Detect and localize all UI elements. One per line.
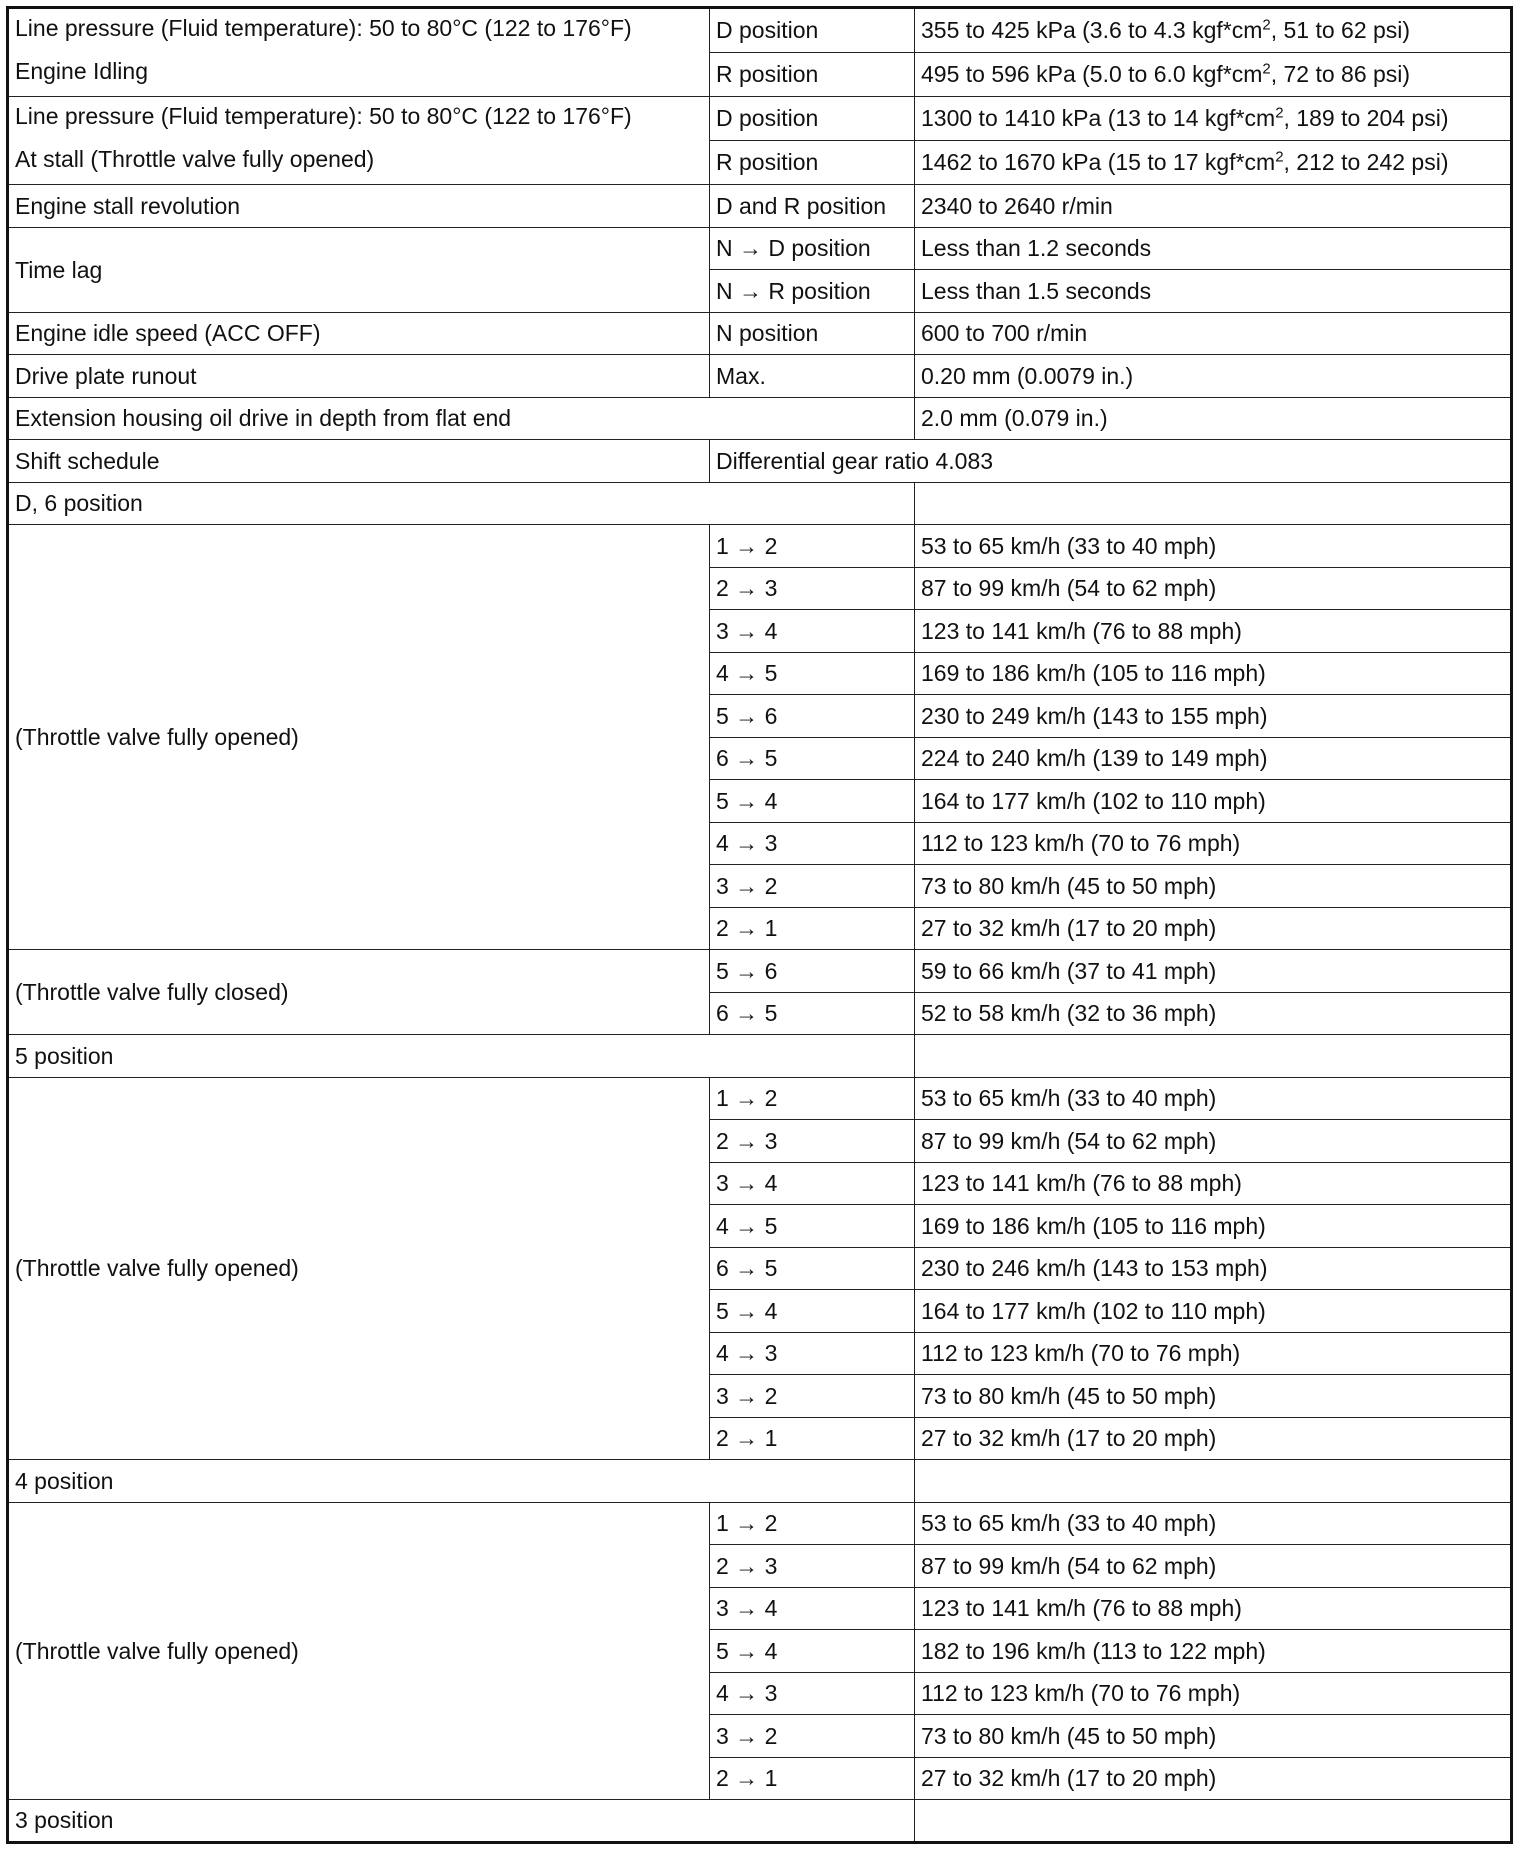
shift-gear-change: 1 → 2	[710, 1502, 915, 1545]
shift-speed-value: 169 to 186 km/h (105 to 116 mph)	[915, 652, 1512, 695]
shift-speed-value: 164 to 177 km/h (102 to 110 mph)	[915, 1290, 1512, 1333]
stall-value: 2340 to 2640 r/min	[915, 185, 1512, 228]
section-heading-d6: D, 6 position	[8, 482, 915, 525]
position-label: R position	[710, 52, 914, 96]
shift-gear-change: 2 → 1	[710, 907, 915, 950]
position-label: D position	[716, 105, 819, 131]
section-heading-3: 3 position	[8, 1800, 915, 1843]
shift-gear-change: 1 → 2	[710, 525, 915, 568]
runout-value: 0.20 mm (0.0079 in.)	[915, 355, 1512, 398]
shift-speed-value: 123 to 141 km/h (76 to 88 mph)	[915, 610, 1512, 653]
shift-speed-value: 27 to 32 km/h (17 to 20 mph)	[915, 1757, 1512, 1800]
shift-speed-value: 123 to 141 km/h (76 to 88 mph)	[915, 1162, 1512, 1205]
shift-gear-change: 5 → 4	[710, 1290, 915, 1333]
line-pressure-stall-positions	[710, 97, 915, 185]
runout-label: Drive plate runout	[8, 355, 710, 398]
shift-gear-change: 1 → 2	[710, 1077, 915, 1120]
shift-gear-change: 2 → 3	[710, 1545, 915, 1588]
shift-speed-value: 87 to 99 km/h (54 to 62 mph)	[915, 1120, 1512, 1163]
table-row	[8, 1077, 1512, 1120]
shift-gear-change: 3 → 4	[710, 1162, 915, 1205]
runout-position: Max.	[710, 355, 915, 398]
shift-speed-value: 230 to 249 km/h (143 to 155 mph)	[915, 695, 1512, 738]
shift-speed-value: 182 to 196 km/h (113 to 122 mph)	[915, 1630, 1512, 1673]
shift-gear-change: 5 → 6	[710, 950, 915, 993]
pressure-value: 495 to 596 kPa (5.0 to 6.0 $kgf*cm^2$, 72 to 86 psi)	[915, 52, 1510, 96]
table-row	[8, 8, 1512, 97]
shift-gear-change: 5 → 4	[710, 780, 915, 823]
pressure-value: 355 to 425 kPa (3.6 to 4.3 $kgf*cm^2$, 51 to 62 psi)	[921, 16, 1411, 43]
shift-speed-value: 59 to 66 km/h (37 to 41 mph)	[915, 950, 1512, 993]
shift-gear-change: 6 → 5	[710, 992, 915, 1035]
shift-speed-value: 27 to 32 km/h (17 to 20 mph)	[915, 1417, 1512, 1460]
section-heading-4: 4 position	[8, 1460, 915, 1503]
stall-position: D and R position	[710, 185, 915, 228]
table-row	[8, 1460, 1512, 1503]
table-row	[8, 950, 1512, 993]
shift-gear-change: 2 → 3	[710, 1120, 915, 1163]
shift-speed-value: 73 to 80 km/h (45 to 50 mph)	[915, 1715, 1512, 1758]
shift-schedule-label: Shift schedule	[8, 440, 710, 483]
time-lag-position: N → D position	[710, 227, 915, 270]
position-label: R position	[710, 140, 914, 184]
pressure-value: 1300 to 1410 kPa (13 to 14 $kgf*cm^2$, 189 to 204 psi)	[921, 104, 1449, 131]
shift-schedule-value: Differential gear ratio 4.083	[710, 440, 1512, 483]
table-row	[8, 440, 1512, 483]
shift-gear-change: 3 → 2	[710, 1715, 915, 1758]
shift-speed-value: 53 to 65 km/h (33 to 40 mph)	[915, 525, 1512, 568]
shift-gear-change: 3 → 2	[710, 865, 915, 908]
shift-speed-value: 53 to 65 km/h (33 to 40 mph)	[915, 1077, 1512, 1120]
shift-gear-change: 4 → 3	[710, 1672, 915, 1715]
table-row	[8, 1800, 1512, 1843]
time-lag-value: Less than 1.2 seconds	[915, 227, 1512, 270]
table-row	[8, 185, 1512, 228]
shift-speed-value: 52 to 58 km/h (32 to 36 mph)	[915, 992, 1512, 1035]
shift-gear-change: 4 → 5	[710, 652, 915, 695]
shift-speed-value: 73 to 80 km/h (45 to 50 mph)	[915, 1375, 1512, 1418]
pressure-value: 1462 to 1670 kPa (15 to 17 $kgf*cm^2$, 212 to 242 psi)	[915, 140, 1510, 184]
section-heading-5: 5 position	[8, 1035, 915, 1078]
position-label: D position	[716, 17, 819, 43]
throttle-condition-label: (Throttle valve fully opened)	[8, 525, 710, 950]
shift-gear-change: 2 → 1	[710, 1417, 915, 1460]
idle-label: Engine idle speed (ACC OFF)	[8, 312, 710, 355]
line-pressure-idling-values	[915, 8, 1512, 97]
shift-speed-value: 112 to 123 km/h (70 to 76 mph)	[915, 1672, 1512, 1715]
time-lag-label: Time lag	[8, 227, 710, 312]
table-row	[8, 1035, 1512, 1078]
line-pressure-idling-positions	[710, 8, 915, 97]
idle-position: N position	[710, 312, 915, 355]
throttle-condition-label: (Throttle valve fully closed)	[8, 950, 710, 1035]
shift-gear-change: 5 → 6	[710, 695, 915, 738]
extension-label: Extension housing oil drive in depth from flat end	[8, 397, 915, 440]
shift-gear-change: 6 → 5	[710, 737, 915, 780]
time-lag-value: Less than 1.5 seconds	[915, 270, 1512, 313]
shift-gear-change: 4 → 5	[710, 1205, 915, 1248]
shift-gear-change: 3 → 4	[710, 1587, 915, 1630]
shift-speed-value: 123 to 141 km/h (76 to 88 mph)	[915, 1587, 1512, 1630]
shift-gear-change: 4 → 3	[710, 1332, 915, 1375]
line-pressure-stall-values	[915, 97, 1512, 185]
stall-label: Engine stall revolution	[8, 185, 710, 228]
shift-speed-value: 224 to 240 km/h (139 to 149 mph)	[915, 737, 1512, 780]
shift-speed-value: 87 to 99 km/h (54 to 62 mph)	[915, 1545, 1512, 1588]
table-row	[8, 1502, 1512, 1545]
shift-speed-value: 53 to 65 km/h (33 to 40 mph)	[915, 1502, 1512, 1545]
table-row	[8, 482, 1512, 525]
table-row	[8, 397, 1512, 440]
shift-gear-change: 4 → 3	[710, 822, 915, 865]
table-row	[8, 312, 1512, 355]
idle-value: 600 to 700 r/min	[915, 312, 1512, 355]
shift-speed-value: 164 to 177 km/h (102 to 110 mph)	[915, 780, 1512, 823]
throttle-condition-label: (Throttle valve fully opened)	[8, 1502, 710, 1800]
table-row	[8, 227, 1512, 270]
throttle-condition-label: (Throttle valve fully opened)	[8, 1077, 710, 1460]
line-pressure-idling-label: Line pressure (Fluid temperature): 50 to 80°C (122 to 176°F) Engine Idling	[8, 8, 710, 97]
table-row	[8, 525, 1512, 568]
shift-speed-value: 112 to 123 km/h (70 to 76 mph)	[915, 1332, 1512, 1375]
shift-speed-value: 73 to 80 km/h (45 to 50 mph)	[915, 865, 1512, 908]
shift-gear-change: 5 → 4	[710, 1630, 915, 1673]
shift-speed-value: 27 to 32 km/h (17 to 20 mph)	[915, 907, 1512, 950]
shift-gear-change: 2 → 1	[710, 1757, 915, 1800]
shift-gear-change: 3 → 4	[710, 610, 915, 653]
extension-value: 2.0 mm (0.079 in.)	[915, 397, 1512, 440]
shift-gear-change: 6 → 5	[710, 1247, 915, 1290]
shift-speed-value: 87 to 99 km/h (54 to 62 mph)	[915, 567, 1512, 610]
time-lag-position: N → R position	[710, 270, 915, 313]
shift-speed-value: 112 to 123 km/h (70 to 76 mph)	[915, 822, 1512, 865]
table-row	[8, 355, 1512, 398]
shift-speed-value: 169 to 186 km/h (105 to 116 mph)	[915, 1205, 1512, 1248]
line-pressure-stall-label: Line pressure (Fluid temperature): 50 to 80°C (122 to 176°F) At stall (Throttle valve fully opened)	[8, 97, 710, 185]
table-row	[8, 97, 1512, 185]
shift-gear-change: 3 → 2	[710, 1375, 915, 1418]
shift-gear-change: 2 → 3	[710, 567, 915, 610]
shift-speed-value: 230 to 246 km/h (143 to 153 mph)	[915, 1247, 1512, 1290]
specification-table	[6, 6, 1513, 1844]
